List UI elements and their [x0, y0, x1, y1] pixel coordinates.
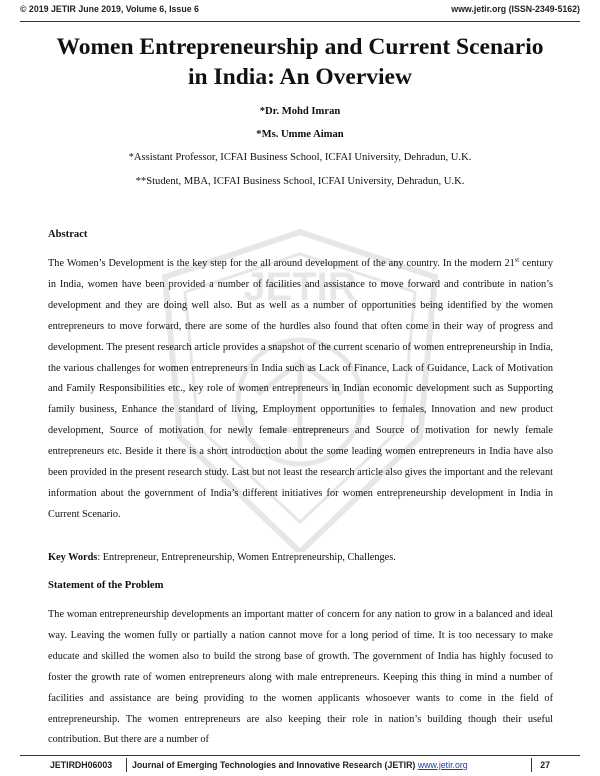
abstract-lead: The Women’s Development is the key step for the all around development of the any country. In the modern 21: [48, 258, 515, 269]
affiliation-2: **Student, MBA, ICFAI Business School, ICFAI University, Dehradun, U.K.: [135, 176, 465, 187]
abstract-sup: st: [514, 256, 520, 264]
abstract-text: century in India, women have been provided a number of facilities and assistance to move forward and contribute in nation’s development and they are doing well also. But as well as a number of opportunities being identified by the women entrepreneurs to move forward, there are some of the hurdles also found that often come in their way of progress and development. The present research article provides a snapshot of the current scenario of women entrepreneurship in India, the various challenges for women entrepreneurs in India such as Lack of Finance, Lack of Guidance, Lack of Motivation and Family Responsibilities etc., key role of women entrepreneurs in Indian economic development such as Supporting family business, Enhance the standard of living, Employment opportunities to females, Innovation and new product development, Source of motivation for newly female entrepreneurs and Source of motivation for newly female entrepreneurs etc. Beside it there is a short introduction about the some leading women entrepreneurs in India have also been provided in the present research study. Last but not least the research article also gives the important and the relevant information about the government of India’s different initiatives for women entrepreneurship development in India in Current Scenario.: [48, 258, 553, 520]
abstract-heading: Abstract: [48, 229, 88, 240]
keywords-label: Key Words: [48, 552, 98, 563]
footer-journal: [132, 760, 468, 770]
footer-journal-name: Journal of Emerging Technologies and Innovative Research (JETIR): [132, 760, 416, 770]
keywords: [48, 548, 553, 569]
running-footer: [20, 760, 580, 774]
paper-title: [40, 32, 560, 92]
header-copyright: © 2019 JETIR June 2019, Volume 6, Issue 6: [20, 4, 199, 14]
statement-body: The woman entrepreneurship developments an important matter of concern for any nation to grow in a balanced and ideal way. Leaving the women fully or partially a nation cannot move for a long period of time. It is too necessary to make educate and skilled the women also to build the strong base of growth. The government of India has highly focused to foster the growth rate of women entrepreneurs along with male entrepreneurs. Keeping this thing in mind a number of facilities and assistance are being providing to the women applicants whosoever wants to come in the field of entrepreneurship. The women entrepreneurs are also keeping their role in nation’s building though their useful contribution. But there are a number of: [48, 609, 553, 746]
header-website: www.jetir.org (ISSN-2349-5162): [451, 4, 580, 14]
title-line-2: in India: An Overview: [188, 64, 412, 90]
keywords-text: : Entrepreneur, Entrepreneurship, Women Entrepreneurship, Challenges.: [97, 552, 396, 563]
watermark-text: JETIR: [243, 265, 357, 309]
header-rule: [20, 21, 580, 22]
author-2: *Ms. Umme Aiman: [256, 129, 344, 140]
footer-journal-link[interactable]: www.jetir.org: [417, 760, 468, 770]
footer-page-number: 27: [540, 760, 550, 770]
footer-separator: [126, 758, 127, 772]
footer-separator-2: [531, 758, 532, 772]
abstract-body: [48, 254, 553, 526]
statement-heading: Statement of the Problem: [48, 580, 164, 591]
author-1: *Dr. Mohd Imran: [259, 106, 341, 117]
title-line-1: Women Entrepreneurship and Current Scenario: [56, 34, 544, 60]
running-header: [20, 4, 580, 18]
footer-paper-id: JETIRDH06003: [50, 760, 113, 770]
affiliation-1: *Assistant Professor, ICFAI Business School, ICFAI University, Dehradun, U.K.: [128, 152, 472, 163]
footer-rule: [20, 755, 580, 756]
